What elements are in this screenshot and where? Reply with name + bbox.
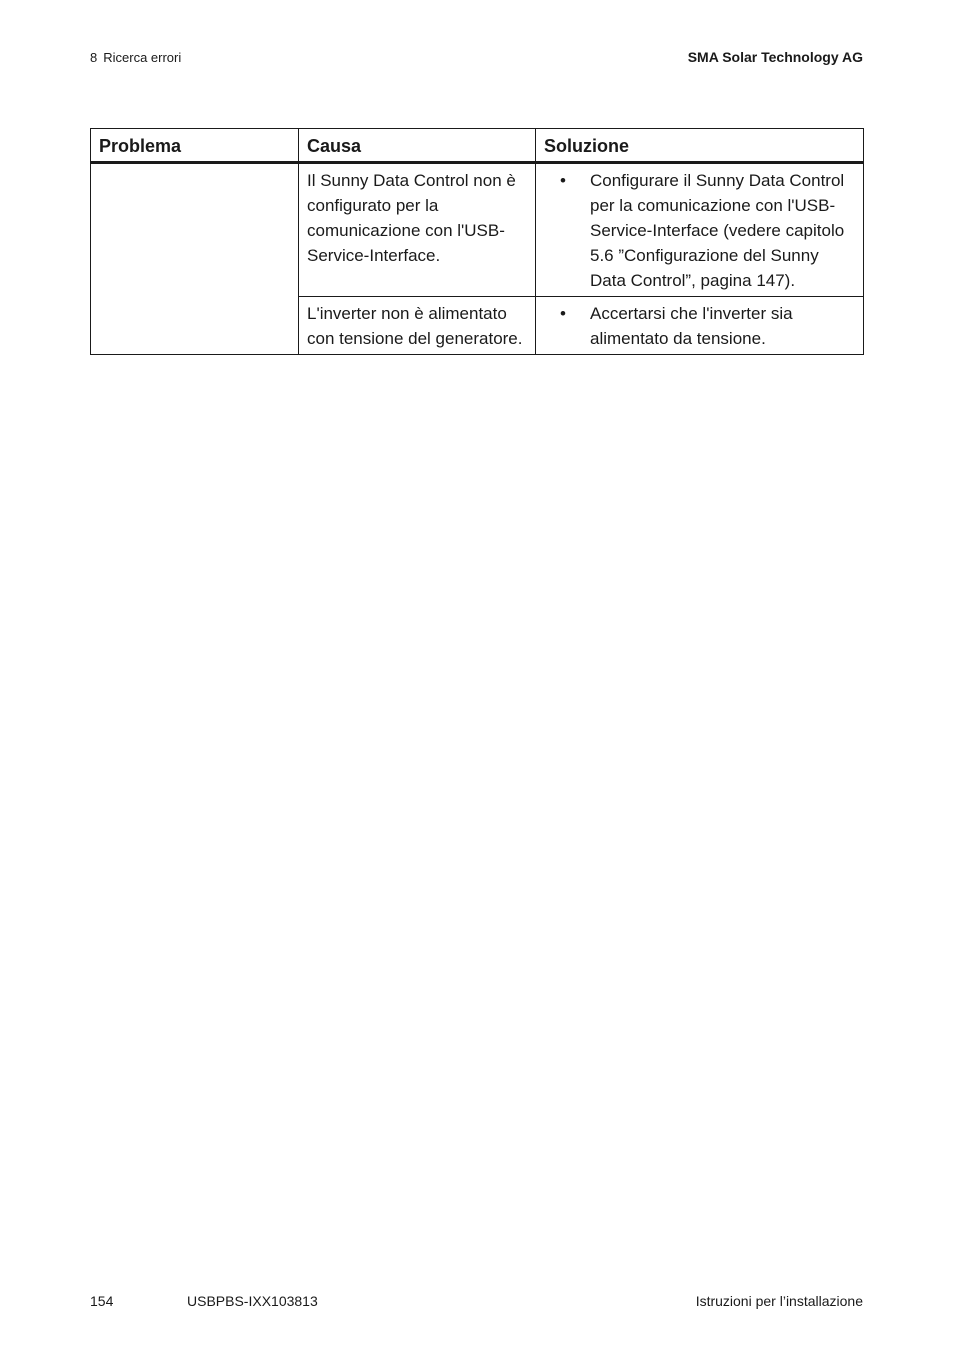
document-code: USBPBS-IXX103813 [187, 1293, 318, 1309]
running-header-section [90, 50, 181, 65]
troubleshooting-table [90, 128, 864, 355]
bullet-marker: • [560, 171, 566, 190]
column-header-problem: Problema [91, 129, 299, 163]
page-number: 154 [90, 1293, 114, 1309]
bullet-marker: • [560, 304, 566, 323]
column-header-cause: Causa [299, 129, 536, 163]
table-header-row [91, 129, 864, 163]
solution-list-item [536, 301, 855, 351]
section-number: 8 [90, 50, 98, 65]
solution-cell [536, 297, 864, 355]
section-title: Ricerca errori [103, 50, 182, 65]
company-name: SMA Solar Technology AG [687, 49, 863, 65]
column-header-solution: Soluzione [536, 129, 864, 163]
cause-cell: Il Sunny Data Control non è configurato per la comunicazione con l'USB-Service-Interface. [299, 163, 536, 297]
problem-cell [91, 163, 299, 355]
solution-list-item [536, 168, 855, 293]
table-row [91, 163, 864, 297]
solution-text: Accertarsi che l'inverter sia alimentato da tensione. [590, 304, 793, 348]
solution-text: Configurare il Sunny Data Control per la comunicazione con l'USB-Service-Interface (vedere capitolo 5.6 ”Configurazione del Sunny Data Control”, pagina 147). [590, 171, 845, 290]
solution-cell [536, 163, 864, 297]
cause-cell: L'inverter non è alimentato con tensione del generatore. [299, 297, 536, 355]
document-title: Istruzioni per l’installazione [695, 1293, 863, 1309]
